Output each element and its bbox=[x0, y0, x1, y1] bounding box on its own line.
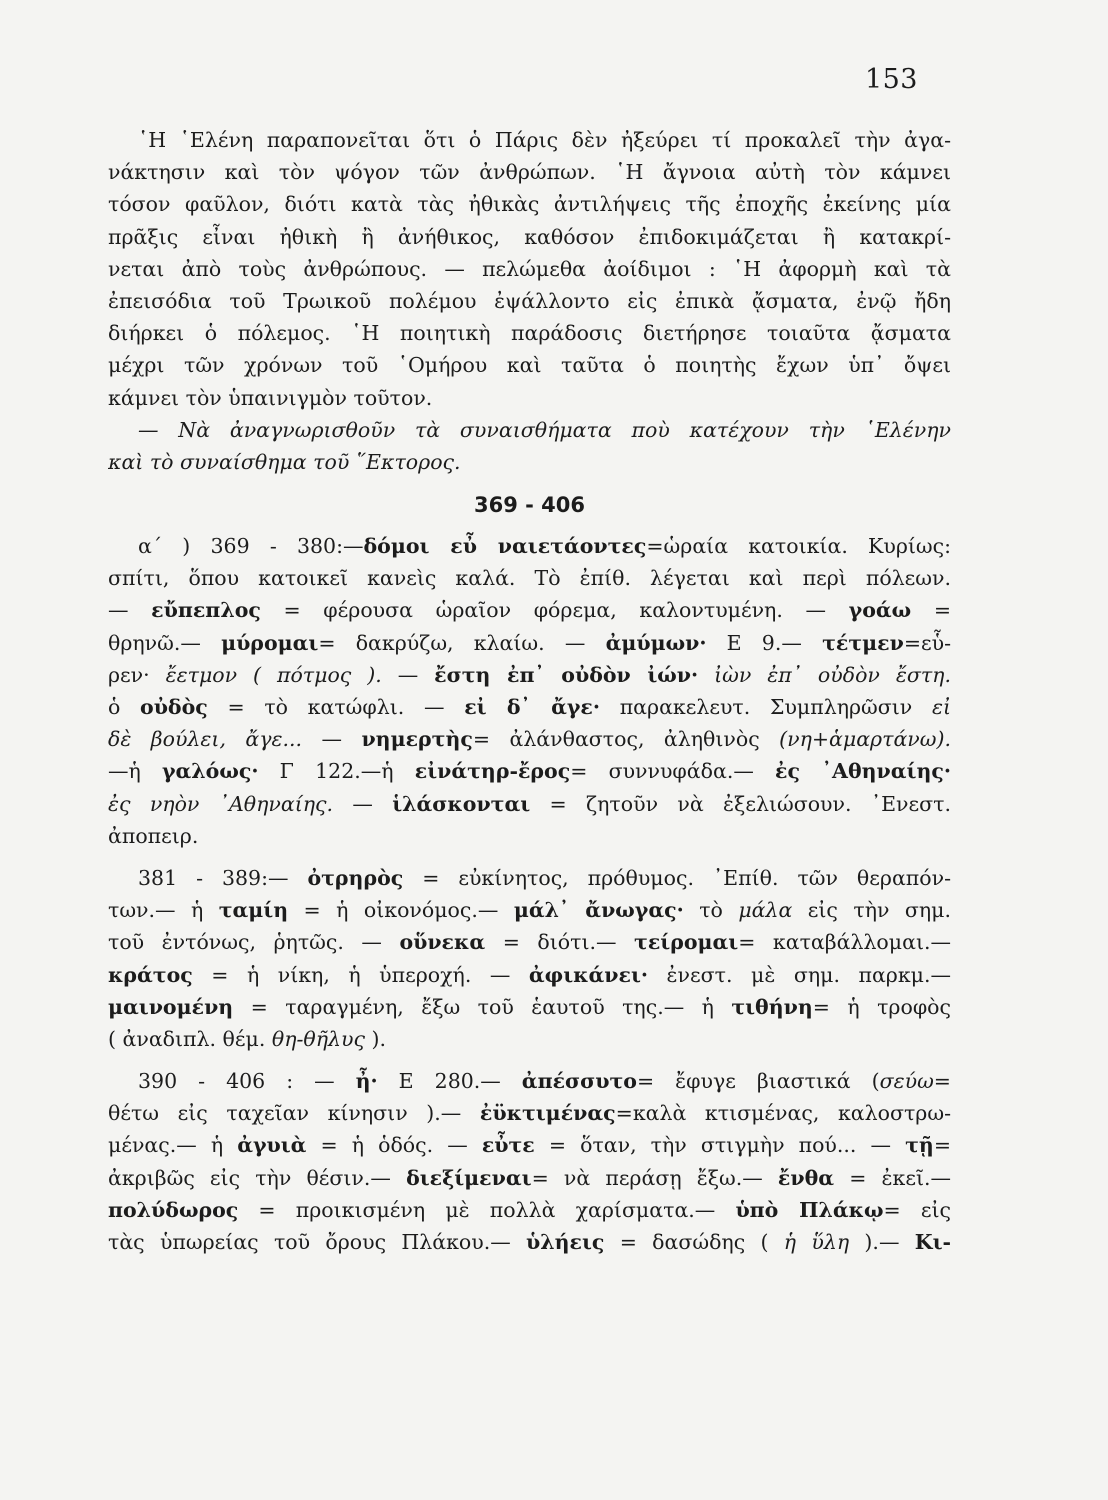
para1-line-4: πρᾶξις εἶναι ἠθικὴ ἢ ἀνήθικος, καθόσον ἐπιδοκιμάζεται ἢ κατακρί- bbox=[108, 224, 951, 249]
sec-c-line-3: μένας.— ἡ ἀγυιὰ = ἡ ὁδός. — εὖτε = ὅταν, τὴν στιγμὴν πού... — τῇ= bbox=[108, 1133, 951, 1158]
para1-line-7: διήρκει ὁ πόλεμος. ῾Η ποιητικὴ παράδοσις διετήρησε τοιαῦτα ᾄσματα bbox=[108, 321, 951, 346]
sec-a-line-2: σπίτι, ὅπου κατοικεῖ κανεὶς καλά. Τὸ ἐπίθ. λέγεται καὶ περὶ πόλεων. bbox=[108, 566, 951, 591]
para1-line-8: μέχρι τῶν χρόνων τοῦ ῾Ομήρου καὶ ταῦτα ὁ ποιητὴς ἔχων ὑπ᾿ ὄψει bbox=[108, 353, 951, 378]
sec-b-line-4: κράτος = ἡ νίκη, ἡ ὑπεροχή. — ἀφικάνει· ἐνεστ. μὲ σημ. παρκμ.— bbox=[108, 962, 951, 987]
section-heading: 369 - 406 bbox=[473, 493, 585, 518]
sec-c-line-5: πολύδωρος = προικισμένη μὲ πολλὰ χαρίσματα.— ὑπὸ Πλάκῳ= εἰς bbox=[108, 1197, 951, 1222]
para1-line-5: νεται ἀπὸ τοὺς ἀνθρώπους. — πελώμεθα ἀοίδιμοι : ῾Η ἀφορμὴ καὶ τὰ bbox=[108, 256, 951, 281]
sec-a-line-5: ρεν· ἔετμον ( πότμος ). — ἔστη ἐπ᾿ οὐδὸν ἰών· ἰὼν ἐπ᾿ οὐδὸν ἔστη. bbox=[108, 662, 951, 687]
sec-c-line-1: 390 - 406 : — ἦ· Ε 280.— ἀπέσσυτο= ἔφυγε βιαστικά (σεύω= bbox=[138, 1069, 951, 1094]
sec-c-line-4: ἀκριβῶς εἰς τὴν θέσιν.— διεξίμεναι= νὰ περάσῃ ἔξω.— ἔνθα = ἐκεῖ.— bbox=[108, 1165, 951, 1190]
sec-a-line-10: ἀποπειρ. bbox=[108, 823, 199, 848]
sec-a-line-1: α΄ ) 369 - 380:—δόμοι εὖ ναιετάοντες=ὡραία κατοικία. Κυρίως: bbox=[138, 534, 951, 559]
sec-b-line-3: τοῦ ἐντόνως, ῥητῶς. — οὕνεκα = διότι.— τείρομαι= καταβάλλομαι.— bbox=[108, 930, 951, 955]
sec-a-line-3: — εὔπεπλος = φέρουσα ὡραῖον φόρεμα, καλοντυμένη. — γοάω = bbox=[108, 598, 951, 623]
sec-a-line-6: ὁ οὐδὸς = τὸ κατώφλι. — εἰ δ᾿ ἄγε· παρακελευτ. Συμπληρῶσιν εἰ bbox=[108, 695, 951, 719]
page-number: 153 bbox=[864, 64, 918, 95]
body-text bbox=[108, 124, 951, 1258]
question-line-1: — Νὰ ἀναγνωρισθοῦν τὰ συναισθήματα ποὺ κατέχουν τὴν ῾Ελένην bbox=[138, 417, 951, 442]
sec-b-line-2: των.— ἡ ταμίη = ἡ οἰκονόμος.— μάλ᾿ ἄνωγας· τὸ μάλα εἰς τὴν σημ. bbox=[108, 898, 951, 923]
sec-b-line-6: ( ἀναδιπλ. θέμ. θη-θῆλυς ). bbox=[108, 1026, 387, 1051]
sec-b-line-1: 381 - 389:— ὀτρηρὸς = εὐκίνητος, πρόθυμος. ᾿Επίθ. τῶν θεραπόν- bbox=[138, 865, 951, 890]
sec-b-line-5: μαινομένη = ταραγμένη, ἔξω τοῦ ἑαυτοῦ της.— ἡ τιθήνη= ἡ τροφὸς bbox=[108, 994, 951, 1019]
sec-a-line-7: δὲ βούλει, ἄγε... — νημερτὴς= ἀλάνθαστος, ἀληθινὸς (νη+ἁμαρτάνω). bbox=[108, 727, 951, 752]
sec-c-line-2: θέτω εἰς ταχεῖαν κίνησιν ).— ἐϋκτιμένας=καλὰ κτισμένας, καλοστρω- bbox=[108, 1101, 951, 1126]
para1-line-1: ῾Η ῾Ελένη παραπονεῖται ὅτι ὁ Πάρις δὲν ἠξεύρει τί προκαλεῖ τὴν ἀγα- bbox=[138, 128, 951, 152]
para1-line-9: κάμνει τὸν ὑπαινιγμὸν τοῦτον. bbox=[108, 385, 433, 410]
para1-line-6: ἐπεισόδια τοῦ Τρωικοῦ πολέμου ἐψάλλοντο εἰς ἐπικὰ ᾄσματα, ἐνῷ ἤδη bbox=[108, 288, 951, 313]
sec-a-line-8: —ἡ γαλόως· Γ 122.—ἡ εἰνάτηρ-ἔρος= συννυφάδα.— ἐς ᾿Αθηναίης· bbox=[108, 759, 951, 784]
sec-a-line-4: θρηνῶ.— μύρομαι= δακρύζω, κλαίω. — ἀμύμων· Ε 9.— τέτμεν=εὗ- bbox=[108, 630, 951, 655]
sec-a-line-9: ἐς νηὸν ᾿Αθηναίης. — ἱλάσκονται = ζητοῦν νὰ ἐξελιώσουν. ᾿Ενεστ. bbox=[108, 791, 951, 816]
sec-c-line-6: τὰς ὑπωρείας τοῦ ὄρους Πλάκου.— ὑλήεις = δασώδης ( ἡ ὕλη ).— Κι- bbox=[108, 1230, 951, 1254]
para1-line-2: νάκτησιν καὶ τὸν ψόγον τῶν ἀνθρώπων. ῾Η ἄγνοια αὐτὴ τὸν κάμνει bbox=[108, 160, 951, 185]
para1-line-3: τόσον φαῦλον, διότι κατὰ τὰς ἠθικὰς ἀντιλήψεις τῆς ἐποχῆς ἐκείνης μία bbox=[108, 192, 951, 217]
question-line-2: καὶ τὸ συναίσθημα τοῦ ῞Εκτορος. bbox=[108, 449, 461, 474]
